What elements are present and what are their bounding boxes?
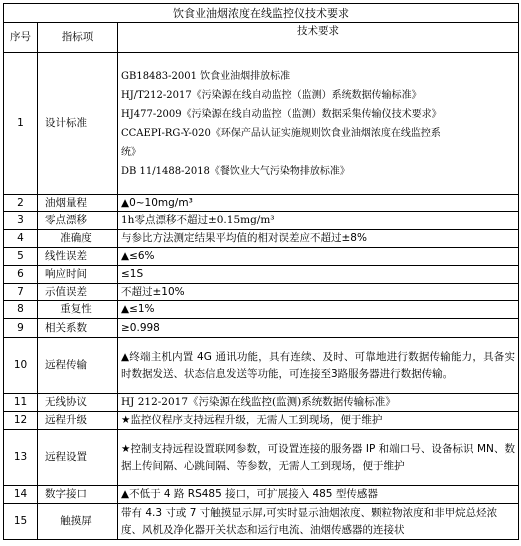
row-req: HJ 212-2017《污染源在线监控(监测)系统数据传输标准》 [118,394,519,412]
row-req: ★监控仪程序支持远程升级，无需人工到现场，便于维护 [118,412,519,430]
row-req: 与参比方法测定结果平均值的相对误差应不超过±8% [118,230,519,248]
row-req: 不超过±10% [118,284,519,301]
row-req: ★控制支持远程设置联网参数，可设置连接的服务器 IP 和端口号、设备标识 MN、数据上传间隔、心跳间隔、等参数，无需人工到现场，便于维护 [118,430,519,486]
row-no: 10 [4,338,38,394]
row-req: 1h零点漂移不超过±0.15mg/m³ [118,212,519,230]
row-item: 重复性 [38,301,118,319]
row-no: 15 [4,504,38,540]
standard-line: HJ477-2009《污染源在线自动监控（监测）数据采集传输仪技术要求》 [121,108,442,120]
row-req: ▲≤6% [118,248,519,266]
header-item: 指标项 [38,23,118,53]
row-req-standards [118,53,519,195]
row-req: ▲终端主机内置 4G 通讯功能，具有连续、及时、可靠地进行数据传输能力，具备实时数据发送、状态信息发送等功能，可连接至3路服务器进行数据传输。 [118,338,519,394]
spec-document [3,3,518,540]
standard-line: 统》 [121,146,141,158]
row-req: ▲≤1% [118,301,519,319]
row-req: ≤1S [118,266,519,284]
header-req: 技术要求 [118,23,519,53]
header-no: 序号 [4,23,38,53]
table-row [4,486,519,504]
row-item: 设计标准 [38,53,118,195]
row-item: 数字接口 [38,486,118,504]
table-row [4,430,519,486]
row-item: 油烟量程 [38,195,118,212]
table-row [4,301,519,319]
row-req: ≥0.998 [118,319,519,338]
row-no: 9 [4,319,38,338]
row-item: 零点漂移 [38,212,118,230]
row-no: 1 [4,53,38,195]
title-row [4,4,519,23]
row-item: 无线协议 [38,394,118,412]
row-no: 5 [4,248,38,266]
table-row [4,284,519,301]
table-row [4,53,519,195]
row-item: 响应时间 [38,266,118,284]
row-item: 远程设置 [38,430,118,486]
standard-line: HJ/T212-2017《污染源在线自动监控（监测）系统数据传输标准》 [121,89,422,101]
row-no: 8 [4,301,38,319]
table-row [4,394,519,412]
standard-line: CCAEPI-RG-Y-020《环保产品认证实施规则饮食业油烟浓度在线监控系 [121,127,441,139]
row-item: 远程传输 [38,338,118,394]
table-title: 饮食业油烟浓度在线监控仪技术要求 [4,4,519,23]
row-item: 触摸屏 [38,504,118,540]
row-no: 6 [4,266,38,284]
row-item: 远程升级 [38,412,118,430]
row-no: 7 [4,284,38,301]
table-row [4,504,519,540]
row-req: 带有 4.3 寸或 7 寸触摸显示屏,可实时显示油烟浓度、颗粒物浓度和非甲烷总烃浓度、风机及净化器开关状态和运行电流、油烟传感器的连接状 [118,504,519,540]
row-item: 示值误差 [38,284,118,301]
table-row [4,338,519,394]
row-no: 13 [4,430,38,486]
table-row [4,412,519,430]
table-row [4,266,519,284]
row-no: 4 [4,230,38,248]
table-row [4,230,519,248]
row-item: 准确度 [38,230,118,248]
row-req: ▲不低于 4 路 RS485 接口，可扩展接入 485 型传感器 [118,486,519,504]
row-no: 12 [4,412,38,430]
row-no: 11 [4,394,38,412]
row-no: 2 [4,195,38,212]
table-row [4,212,519,230]
table-row [4,195,519,212]
standard-line: GB18483-2001 饮食业油烟排放标准 [121,70,291,82]
row-item: 线性误差 [38,248,118,266]
header-row [4,23,519,53]
row-req: ▲0~10mg/m³ [118,195,519,212]
standard-line: DB 11/1488-2018《餐饮业大气污染物排放标准》 [121,165,350,177]
spec-table [3,3,519,540]
table-row [4,319,519,338]
table-row [4,248,519,266]
row-no: 3 [4,212,38,230]
row-no: 14 [4,486,38,504]
row-item: 相关系数 [38,319,118,338]
